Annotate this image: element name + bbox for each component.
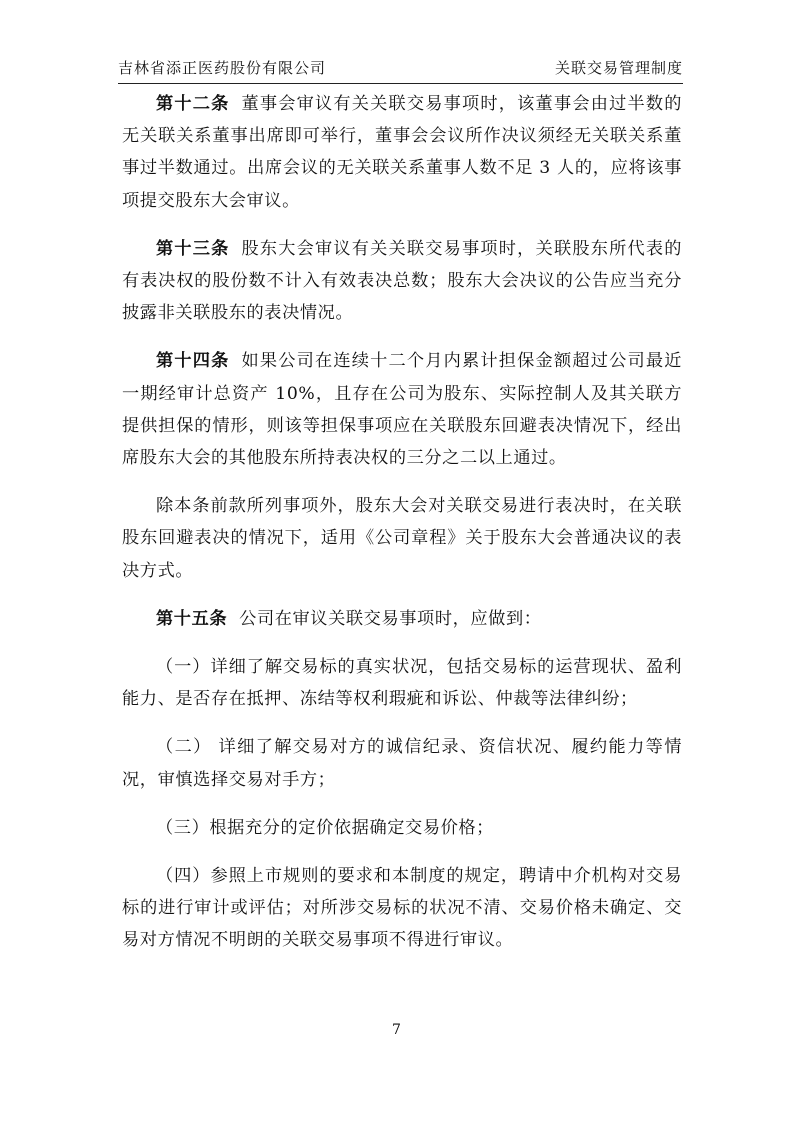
list-item: [122, 812, 682, 844]
list-item: [122, 651, 682, 715]
article-heading: 第十三条: [156, 238, 230, 259]
article-13-paragraph: [122, 233, 682, 330]
list-item-text: （一）详细了解交易标的真实状况，包括交易标的运营现状、盈利能力、是否存在抵押、冻结等权利瑕疵和诉讼、仲裁等法律纠纷；: [122, 657, 682, 710]
article-12-paragraph: [122, 88, 682, 217]
article-heading: 第十四条: [156, 351, 230, 372]
paragraph-text: 公司在审议关联交易事项时，应做到：: [239, 608, 542, 629]
article-14-paragraph: [122, 345, 682, 474]
document-body: [122, 88, 682, 973]
paragraph-text: 股东大会审议有关关联交易事项时，关联股东所代表的有表决权的股份数不计入有效表决总数；股东大会决议的公告应当充分披露非关联股东的表决情况。: [122, 238, 682, 324]
article-heading: 第十二条: [156, 94, 230, 114]
header-doc-title: 关联交易管理制度: [554, 59, 683, 77]
article-15-paragraph: [122, 603, 682, 635]
list-item-text: （三）根据充分的定价依据确定交易价格；: [156, 817, 494, 838]
list-item-text: （二） 详细了解交易对方的诚信纪录、资信状况、履约能力等情况，审慎选择交易对手方；: [122, 737, 682, 790]
paragraph-text: 除本条前款所列事项外，股东大会对关联交易进行表决时，在关联股东回避表决的情况下，适用《公司章程》关于股东大会普通决议的表决方式。: [122, 496, 682, 581]
header-company: 吉林省添正医药股份有限公司: [118, 59, 327, 77]
list-item: [122, 860, 682, 957]
page-number: 7: [392, 1022, 401, 1038]
article-14-continuation-paragraph: [122, 490, 682, 587]
page-header: [118, 55, 683, 84]
paragraph-text: 如果公司在连续十二个月内累计担保金额超过公司最近一期经审计总资产 10%，且存在公司为股东、实际控制人及其关联方提供担保的情形，则该等担保事项应在关联股东回避表决情况下，经出席股东大会的其他股东所持表决权的三分之二以上通过。: [122, 351, 682, 469]
list-item: [122, 731, 682, 795]
paragraph-text: 董事会审议有关关联交易事项时，该董事会由过半数的无关联关系董事出席即可举行，董事会会议所作决议须经无关联关系董事过半数通过。出席会议的无关联关系董事人数不足 3 人的，应将该事项提交股东大会审议。: [122, 94, 682, 211]
article-heading: 第十五条: [156, 608, 228, 629]
list-item-text: （四）参照上市规则的要求和本制度的规定，聘请中介机构对交易标的进行审计或评估；对所涉交易标的状况不清、交易价格未确定、交易对方情况不明朗的关联交易事项不得进行审议。: [122, 866, 682, 951]
